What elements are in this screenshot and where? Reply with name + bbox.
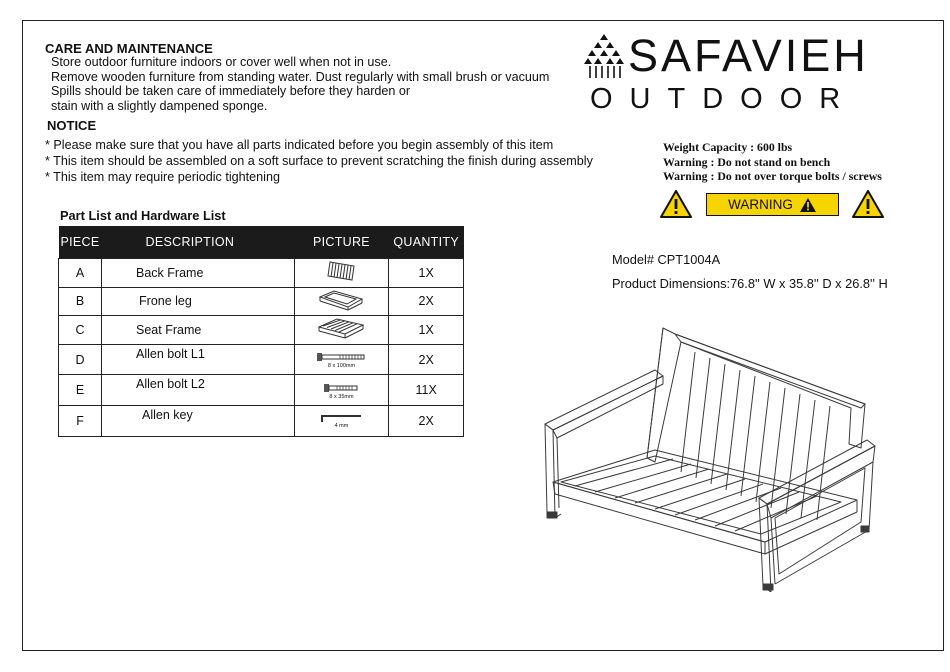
table-row [59,259,464,288]
table-row [59,344,464,375]
bolt-icon [316,351,366,363]
cell-picture [294,344,389,375]
warning-badge-label: WARNING [728,197,793,212]
front-leg-icon [318,289,364,311]
cell-piece: B [59,287,102,316]
header-piece: PIECE [59,226,102,259]
brand-logo [584,34,624,83]
warning-line: Warning : Do not stand on bench [663,155,831,169]
table-row [59,405,464,436]
cell-description: Back Frame [102,259,295,288]
table-row [59,316,464,345]
warning-badge [706,193,839,216]
notice-heading: NOTICE [47,118,97,133]
cell-picture [294,375,389,406]
bolt-size-caption: 8 x 100mm [327,363,356,370]
weight-capacity: Weight Capacity : 600 lbs [663,140,793,154]
care-line: Remove wooden furniture from standing water. Dust regularly with small brush or vacuum [51,70,550,84]
cell-piece: E [59,375,102,406]
parts-table [58,226,464,437]
cell-quantity: 2X [389,287,464,316]
cell-description: Allen bolt L2 [102,375,295,406]
notice-line: * This item may require periodic tightening [45,170,280,184]
care-heading: CARE AND MAINTENANCE [45,41,213,56]
logo-sub-text: OUTDOOR [590,83,858,115]
cell-quantity: 2X [389,344,464,375]
logo-mark-icon [584,34,624,78]
notice-line: * Please make sure that you have all parts indicated before you begin assembly of this item [45,138,554,152]
back-frame-icon [324,260,358,282]
warning-triangle-icon [660,190,692,218]
cell-description: Seat Frame [102,316,295,345]
product-dimensions: Product Dimensions:76.8'' W x 35.8'' D x 26.8'' H [612,276,888,291]
cell-quantity: 1X [389,259,464,288]
cell-piece: A [59,259,102,288]
notice-line: * This item should be assembled on a soft surface to prevent scratching the finish during assembly [45,154,593,168]
cell-description: Frone leg [102,287,295,316]
cell-description: Allen key [102,405,295,436]
allen-key-icon [319,413,363,423]
cell-piece: F [59,405,102,436]
cell-quantity: 1X [389,316,464,345]
cell-piece: C [59,316,102,345]
model-number: Model# CPT1004A [612,252,721,267]
care-line: Store outdoor furniture indoors or cover well when not in use. [51,55,392,69]
parts-list-title: Part List and Hardware List [60,208,226,223]
logo-brand-text: SAFAVIEH [628,30,869,81]
header-quantity: QUANTITY [389,226,464,259]
cell-picture [294,316,389,345]
seat-frame-icon [317,317,365,339]
care-line: stain with a slightly dampened sponge. [51,99,268,113]
cell-picture [294,405,389,436]
cell-piece: D [59,344,102,375]
header-picture: PICTURE [294,226,389,259]
warning-triangle-icon [799,197,817,213]
bolt-size-caption: 8 x 35mm [329,393,354,400]
cell-quantity: 11X [389,375,464,406]
cell-quantity: 2X [389,405,464,436]
table-header-row [59,226,464,259]
bench-illustration [535,322,880,592]
allen-key-size-caption: 4 mm [334,423,349,430]
table-row [59,375,464,406]
care-line: Spills should be taken care of immediately before they harden or [51,84,411,98]
bolt-icon [323,382,359,394]
cell-picture [294,287,389,316]
table-row [59,287,464,316]
cell-description: Allen bolt L1 [102,344,295,375]
header-description: DESCRIPTION [102,226,295,259]
cell-picture [294,259,389,288]
warning-line: Warning : Do not over torque bolts / screws [663,169,882,183]
warning-triangle-icon [852,190,884,218]
